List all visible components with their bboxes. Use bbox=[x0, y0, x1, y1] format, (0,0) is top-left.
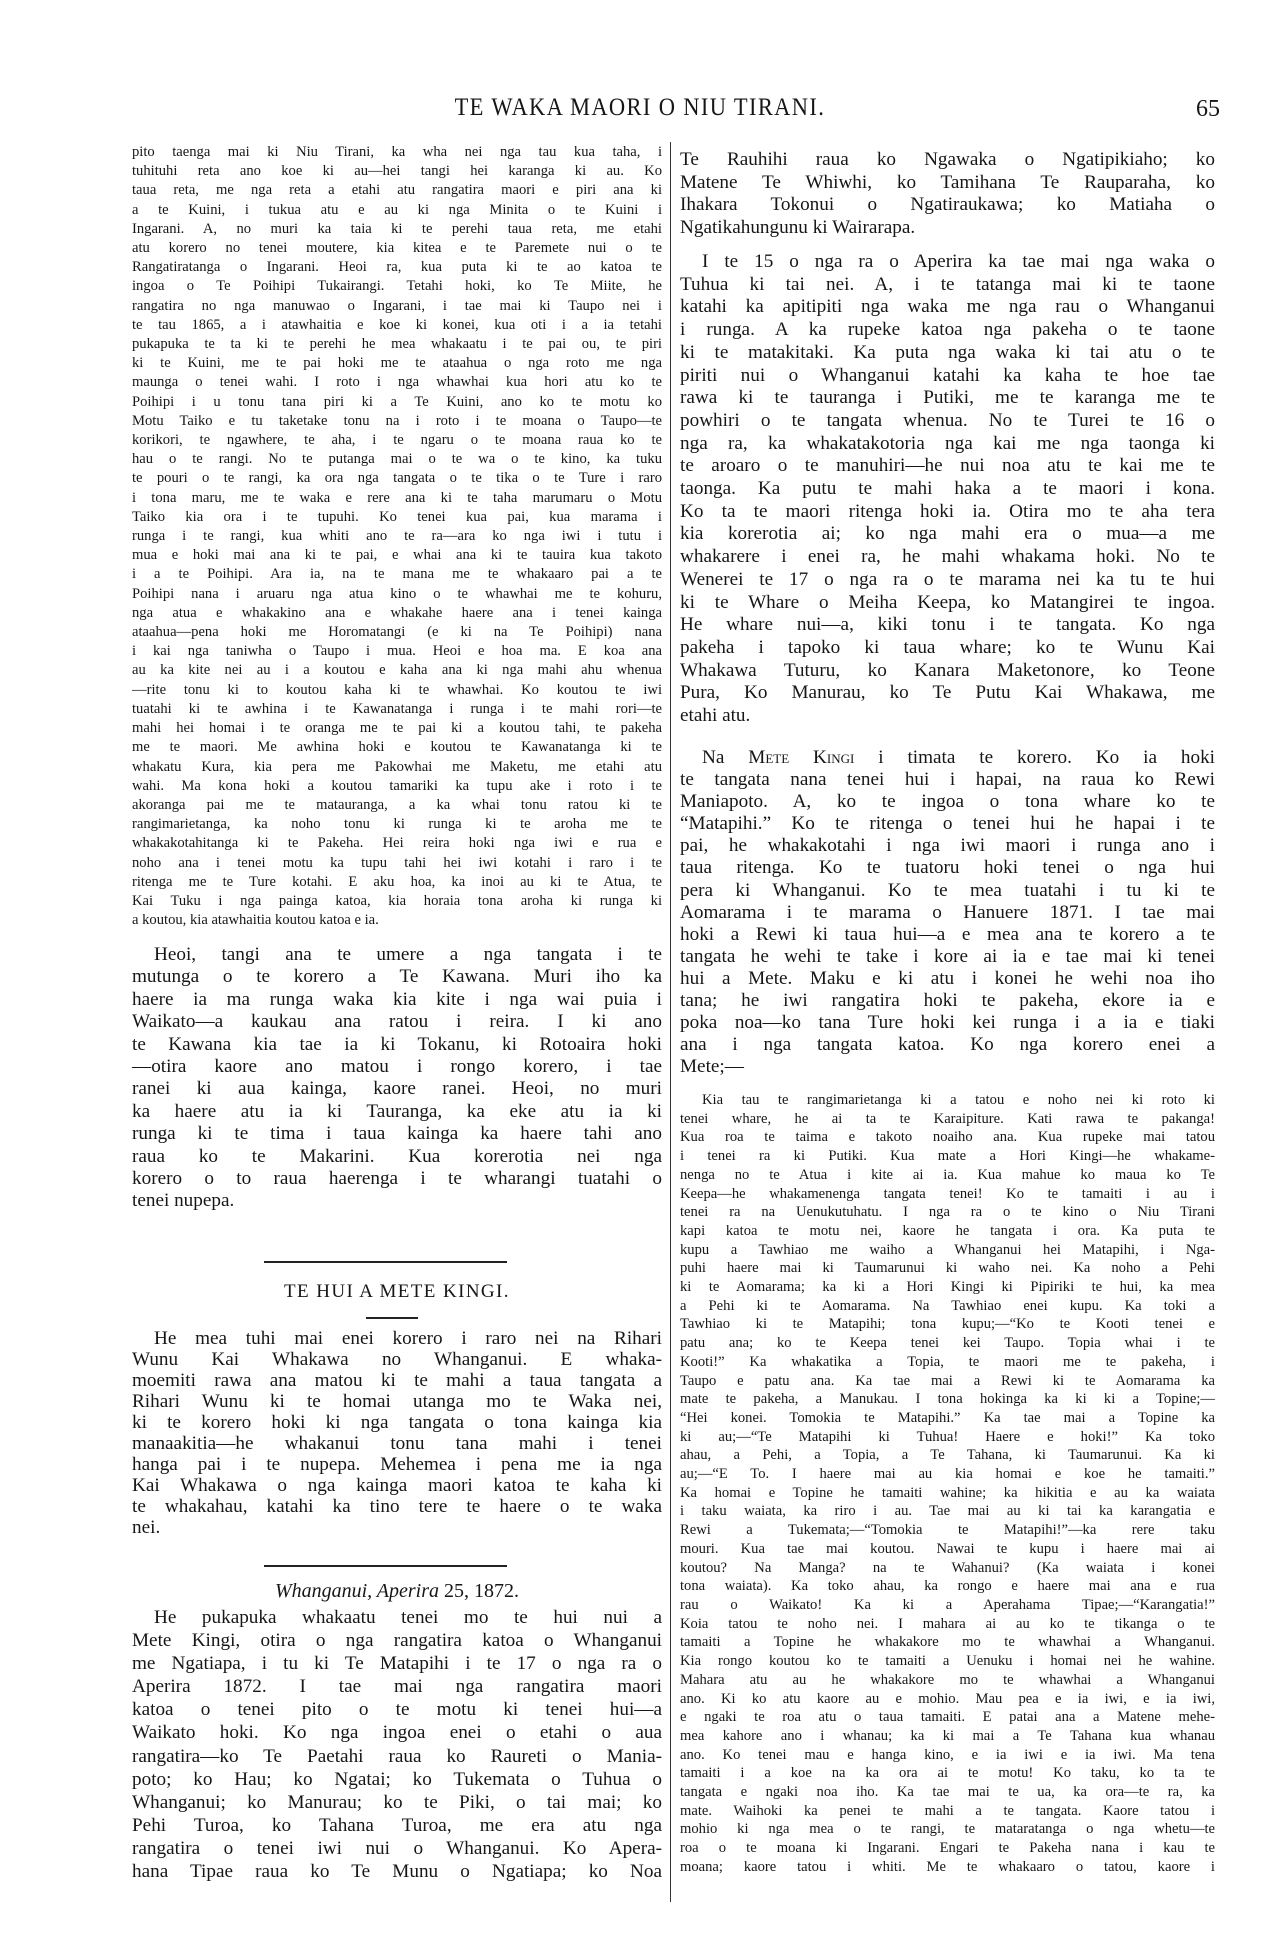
text-line: patu ana; ko te Keepa tenei kei Taupo. Topia whai i te bbox=[680, 1335, 1215, 1352]
text-line: korero o to raua haerenga i te wharangi tuatahi o bbox=[132, 1168, 662, 1190]
text-line: ki te korero hoki ki nga tangata o tona kainga kia bbox=[132, 1412, 662, 1433]
text-line: taonga. Ka putu te mahi haka a te maori i kona. bbox=[680, 478, 1215, 500]
text-line: atu korero no tenei moutere, kia kitea e te Paremete nui o te bbox=[132, 240, 662, 257]
text-line: hau o te rangi. No te putanga mai o te wa o te kino, ka tuku bbox=[132, 451, 662, 468]
text-line: whakakotahitanga ki te Pakeha. Hei reira hoki nga iwi e rua e bbox=[132, 835, 662, 852]
paragraph-canoes-arrival bbox=[680, 251, 1215, 728]
text-line: —otira kaore ano matou i rongo korero, i tae bbox=[132, 1056, 662, 1078]
text-line: Taiko kia ora i te tupuhi. Ko tenei kua pai, kua marama i bbox=[132, 508, 662, 525]
text-line: Motu Taiko e tu taketake tonu na i roto i te moana o Taupo—te bbox=[132, 412, 662, 429]
text-line: Waikato—a kaukau ana ratou i reira. I ki ano bbox=[132, 1011, 662, 1033]
text-line: tana; he iwi rangatira hoki te pakeha, ekore ia e bbox=[680, 990, 1215, 1012]
text-line: —rite tonu ki to koutou kaha ki te whawhai. Ko koutou te iwi bbox=[132, 681, 662, 698]
text-line: i tona maru, me te waka e rere ana ki te taha marumaru o Motu bbox=[132, 489, 662, 506]
article-continuation-paragraph bbox=[132, 143, 662, 930]
text-line: e ngaki te roa atu o taua tamaiti. E patai ana a Matene mehe- bbox=[680, 1709, 1215, 1726]
lead-word: Na bbox=[702, 747, 749, 768]
text-line: Waikato hoki. Ko nga ingoa enei o etahi o aua bbox=[132, 1722, 662, 1744]
text-line: tuhituhi reta ano koe ki au—hei tangi hei karanga ki au. Ko bbox=[132, 163, 662, 180]
text-line: roa o te moana ki Ingarani. Engari te Pakeha nana i kau te bbox=[680, 1840, 1215, 1857]
text-line: Poihipi i u tonu tana piri ki a Te Kuini, ano ko te motu ko bbox=[132, 393, 662, 410]
paragraph-hui-report bbox=[132, 1606, 662, 1883]
text-line: Rihari Wunu ki te homai utanga mo te Waka nei, bbox=[132, 1391, 662, 1412]
header-title-text: TE WAKA MAORI O NIU TIRANI. bbox=[454, 94, 826, 121]
text-line: korikori, te ngawhere, te aha, i te ngaru o te moana raua ko te bbox=[132, 432, 662, 449]
text-line: Kia rongo koutou ko te tamaiti a Uenuku i homai nei he wahine. bbox=[680, 1653, 1215, 1670]
text-line: ingoa o Te Poihipi Tukairangi. Tetahi hoki, ko Te Miite, he bbox=[132, 278, 662, 295]
text-line: Taupo e patu ana. Ka tae mai a Rewi ki te Aomarama ka bbox=[680, 1372, 1215, 1389]
text-line: te tau 1865, a i atawhaitia e koe ki konei, kua oti i a ia tetahi bbox=[132, 316, 662, 333]
letter-rule bbox=[264, 1565, 507, 1567]
paragraph-chiefs-list bbox=[680, 149, 1215, 240]
text-line: Te Rauhihi raua ko Ngawaka o Ngatipikiaho; ko bbox=[680, 149, 1215, 170]
text-line: maunga o tenei wahi. I roto i nga whawhai kua hori atu ko te bbox=[132, 374, 662, 391]
text-line: mate. Waihoki ka penei te mahi a te tangata. Kaore tatou i bbox=[680, 1802, 1215, 1819]
text-line: tangata he wehi te take i kore ai ia e tae mai ki tenei bbox=[680, 945, 1215, 967]
text-line: mutunga o te korero a Te Kawana. Muri iho ka bbox=[132, 966, 662, 988]
text-line: I te 15 o nga ra o Aperira ka tae mai nga waka o bbox=[702, 251, 1215, 272]
text-line: noho ana i tenei motu ka tupu tahi hei iwi kotahi i raro i te bbox=[132, 854, 662, 871]
text-line: raua ko te Makarini. Kua korerotia nei nga bbox=[132, 1145, 662, 1167]
text-line bbox=[680, 747, 1215, 769]
text-line: tona waiata). Ka toko ahau, ka rongo e haere mai ana e rua bbox=[680, 1578, 1215, 1595]
text-line: Kai Tuku i nga painga katoa, kia horaia tona aroha ki runga ki bbox=[132, 892, 662, 909]
dateline-place: Whanganui, Aperira bbox=[274, 1580, 440, 1602]
section-rule bbox=[264, 1261, 507, 1263]
paragraph-mete-kingi-speech-intro bbox=[680, 747, 1215, 1078]
letter-dateline bbox=[132, 1580, 662, 1603]
paragraph-governor-departure bbox=[132, 944, 662, 1213]
text-line: ano. Ki ko atu kaore au e mohio. Mau pea e ia iwi, e ia iwi, bbox=[680, 1690, 1215, 1707]
text-line: te whakahau, katahi ka tino tere te haere o te waka bbox=[132, 1496, 662, 1517]
text-line: ki te Whare o Meiha Keepa, ko Matangirei te ingoa. bbox=[680, 591, 1215, 613]
text-line: ki te Kuini, me te pai hoki me te ataahua o nga roto me nga bbox=[132, 355, 662, 372]
text-line: haere ia ma runga waka kia kite i nga wai puia i bbox=[132, 988, 662, 1010]
text-line: rangatira o tenei iwi nui o Whanganui. Ko Apera- bbox=[132, 1837, 662, 1859]
text-line: ahau, a Pehi, a Topia, a Te Tahana, ki Taumarunui. Ka ki bbox=[680, 1447, 1215, 1464]
text-line: i a te Poihipi. Ara ia, na te mana me te whakaaro pai a te bbox=[132, 566, 662, 583]
text-line: nga ra, ka whakatakotoria nga kai me nga taonga ki bbox=[680, 432, 1215, 454]
text-line: au ka kite nei au i a koutou e kaha ana ki nga mahi ahu whenua bbox=[132, 662, 662, 679]
text-line: Ihakara Tokonui o Ngatiraukawa; ko Matiaha o bbox=[680, 194, 1215, 216]
text-line: me te maori. Me awhina hoki e koutou te Kawanatanga ki te bbox=[132, 739, 662, 756]
text-line: Wenerei te 17 o nga ra o te marama nei ka tu te hui bbox=[680, 568, 1215, 590]
text-line: i runga. A ka rupeke katoa nga pakeha o te taone bbox=[680, 319, 1215, 341]
text-line: wahi. Ma kona hoki a koutou tamariki ka tupu ake i roto i te bbox=[132, 777, 662, 794]
speaker-name: Mete Kingi bbox=[748, 747, 855, 768]
text-line: Rewi a Tukemata;—“Tomokia te Matapihi!”—ka rere taku bbox=[680, 1522, 1215, 1539]
page-header-title bbox=[0, 94, 1280, 122]
text-line: ki te matakitaki. Ka puta nga waka ki tai atu o te bbox=[680, 341, 1215, 363]
text-line: me Ngatiapa, i tu ki Te Matapihi i te 17 o nga ra o bbox=[132, 1653, 662, 1675]
text-line: pai, he whakakotahi i nga iwi maori i runga ano i bbox=[680, 835, 1215, 857]
page-number: 65 bbox=[1196, 96, 1220, 122]
text-line: i tenei ra ki Putiki. Kua mate a Hori Kingi—he whakame- bbox=[680, 1148, 1215, 1165]
text-line: te Kawana kia tae ia ki Tokanu, ki Rotoaira hoki bbox=[132, 1033, 662, 1055]
text-line: te aroaro o te manuhiri—he nui noa atu te kai me te bbox=[680, 455, 1215, 477]
text-line: Rangatiratanga o Ingarani. Heoi ra, kua puta ki te ao katoa te bbox=[132, 259, 662, 276]
text-line: mua e hoki mai ana ki te pai, e whai ana ki te tauira kua takoto bbox=[132, 547, 662, 564]
line-rest: i timata te korero. Ko ia hoki bbox=[854, 747, 1215, 768]
text-line: akoranga pai me te matauranga, a ka whai tonu ratou ki te bbox=[132, 796, 662, 813]
text-line: ki au;—“Te Matapihi ki Tuhua! Haere e hoki!” Ka toko bbox=[680, 1428, 1215, 1445]
text-line: Poihipi nana i aruaru nga atua kino o te whawhai me te kohuru, bbox=[132, 585, 662, 602]
text-line: etahi atu. bbox=[680, 705, 751, 727]
paragraph-lines bbox=[680, 769, 1215, 1078]
text-line: ataahua—pena hoki me Horomatangi (e ki na Te Poihipi) nana bbox=[132, 624, 662, 641]
text-line: He mea tuhi mai enei korero i raro nei na Rihari bbox=[154, 1328, 662, 1349]
paragraph-rihari-wunu bbox=[132, 1328, 662, 1538]
text-line: rangatira—ko Te Paetahi raua ko Raureti o Mania- bbox=[132, 1745, 662, 1767]
text-line: katoa o tenei pito o te motu ki tenei hui—a bbox=[132, 1699, 662, 1721]
text-line: tangata e ngaki noa iho. Ka tae mai te ua, ka ora—te ra, ka bbox=[680, 1784, 1215, 1801]
text-line: hui a Mete. Maku e ki atu i konei he wehi noa iho bbox=[680, 967, 1215, 989]
text-line: Koia tatou te noho nei. I mahara ai au ko te tikanga o te bbox=[680, 1615, 1215, 1632]
text-line: kapi katoa te motu nei, kaore he tangata i ora. Ka puta te bbox=[680, 1222, 1215, 1239]
text-line: Whanganui; ko Manurau; ko te Piki, o tai mai; ko bbox=[132, 1791, 662, 1813]
text-line: taua ritenga. Ko te tuatoru hoki tenei o nga hui bbox=[680, 857, 1215, 879]
text-line: Wunu Kai Whakawa no Whanganui. E whaka- bbox=[132, 1349, 662, 1370]
text-line: tamaiti a Topine he whakakore mo te whawhai a Whanganui. bbox=[680, 1634, 1215, 1651]
text-line: te pouri o te rangi, ka ora nga tangata o te tika o te Ture i raro bbox=[132, 470, 662, 487]
text-line: kupu a Tawhiao me waiho a Whanganui hei Matapihi, i Nga- bbox=[680, 1241, 1215, 1258]
text-line: mea kahore ano i whanau; ka ki mai a Te Tahana kua whanau bbox=[680, 1727, 1215, 1744]
text-line: Tawhiao ki te Matapihi; tona kupu;—“Ko te Kooti tenei e bbox=[680, 1316, 1215, 1333]
text-line: mouri. Kua tae mai koutou. Nawai te kupu i haere mai ai bbox=[680, 1540, 1215, 1557]
text-line: rawa ki te tauranga i Putiki, me te karanga me te bbox=[680, 387, 1215, 409]
text-line: mahi hei homai i te oranga me te pai ki a koutou tahi, te pakeha bbox=[132, 720, 662, 737]
text-line: au;—“E To. I haere mai au kia homai e koe he tamaiti.” bbox=[680, 1466, 1215, 1483]
text-line: moana; kaore tatou i whiti. Me te whakaaro o tatou, kaore i bbox=[680, 1858, 1215, 1875]
text-line: Ko ta te maori ritenga hoki ia. Otira mo te aha tera bbox=[680, 500, 1215, 522]
text-line: Pura, Ko Manurau, ko Te Putu Kai Whakawa, me bbox=[680, 682, 1215, 704]
column-divider bbox=[670, 142, 671, 1902]
text-line: “Hei konei. Tomokia te Matapihi.” Ka tae mai a Topine ka bbox=[680, 1409, 1215, 1426]
text-line: Kia tau te rangimarietanga ki a tatou e noho nei ki roto ki bbox=[702, 1092, 1215, 1108]
text-line: tenei nupepa. bbox=[132, 1190, 235, 1212]
text-line: kia korerotia ai; ko nga mahi era o mua—a me bbox=[680, 523, 1215, 545]
text-line: runga ki te tima i taua kainga ka haere tahi ano bbox=[132, 1123, 662, 1145]
text-line: Mahara atu au he whakakore mo te whawhai a Whanganui bbox=[680, 1671, 1215, 1688]
text-line: hana Tipae raua ko Te Munu o Ngatiapa; ko Noa bbox=[132, 1861, 662, 1883]
text-line: koutou? Na Manga? na te Wahanui? (Ka waiata i konei bbox=[680, 1559, 1215, 1576]
text-line: hanga pai i te nupepa. Mehemea i pena me ia nga bbox=[132, 1454, 662, 1475]
text-line: Mete Kingi, otira o nga rangatira katoa o Whanganui bbox=[132, 1630, 662, 1652]
text-line: Whakawa Tuturu, ko Kanara Maketonore, ko Teone bbox=[680, 659, 1215, 681]
text-line: Heoi, tangi ana te umere a nga tangata i te bbox=[154, 944, 662, 965]
text-line: moemiti rawa ana matou ki te mahi a taua tangata a bbox=[132, 1370, 662, 1391]
text-line: Kua roa te taima e takoto noaiho ana. Kua rupeke mai tatou bbox=[680, 1129, 1215, 1146]
text-line: i kai nga taniwha o Taupo i mua. Heoi e hoa ma. E koa ana bbox=[132, 643, 662, 660]
text-line: Ingarani. A, no muri ka taia ki te perehi taua reta, me etahi bbox=[132, 220, 662, 237]
text-line: ano. Ko tenei mau e hanga kino, e ia iwi e ia iwi. Ma tena bbox=[680, 1746, 1215, 1763]
text-line: nga atua e whakakino ana e whakahe haere ana i tenei kainga bbox=[132, 604, 662, 621]
text-line: i taku waiata, ka riro i au. Tae mai au ki tai ka karangatia e bbox=[680, 1503, 1215, 1520]
text-line: rangimarietanga, ka noho tonu ki runga ki te aroha me te bbox=[132, 816, 662, 833]
text-line: ritenga me te Ture kotahi. E aku hoa, ka inoi au ki te Atua, te bbox=[132, 873, 662, 890]
text-line: Kai Whakawa o nga kainga maori katoa te kaha ki bbox=[132, 1475, 662, 1496]
text-line: Keepa—he whakamenenga tangata tenei! Ko te tamaiti i au i bbox=[680, 1185, 1215, 1202]
text-line: ki te Aomarama; ka ki a Hori Kingi ki Pipiriki te hui, ka mea bbox=[680, 1279, 1215, 1296]
text-line: tamaiti i a koe na ka ora ai te motu! Ko taku, ko ta te bbox=[680, 1765, 1215, 1782]
text-line: pukapuka te ta ki te perehi he mea whakaatu i te pai ou, te piri bbox=[132, 336, 662, 353]
text-line: pakeha i tapoko ki taua whare; ko te Wunu Kai bbox=[680, 636, 1215, 658]
text-line: He pukapuka whakaatu tenei mo te hui nui a bbox=[154, 1607, 662, 1628]
text-line: whakatu Kura, kia pera me Pakowhai me Maketu, me etahi atu bbox=[132, 758, 662, 775]
text-line: He whare nui—a, kiki tonu i te tangata. Ko nga bbox=[680, 614, 1215, 636]
text-line: whakarere i enei ra, he mahi whakama hoki. No te bbox=[680, 546, 1215, 568]
text-line: Matene Te Whiwhi, ko Tamihana Te Rauparaha, ko bbox=[680, 171, 1215, 193]
text-line: tuatahi ki te awhina i te Kawanatanga i runga i te mahi rori—te bbox=[132, 700, 662, 717]
heading-short-rule bbox=[366, 1317, 418, 1319]
text-line: rau o Waikato! Ka ki a Aperahama Tipae;—“Karangatia!” bbox=[680, 1596, 1215, 1613]
text-line: taua reta, me nga reta a etahi atu rangatira maori e piri ana ki bbox=[132, 182, 662, 199]
text-line: Aperira 1872. I tae mai nga rangatira maori bbox=[132, 1676, 662, 1698]
text-line: a Pehi ki te Aomarama. Na Tawhiao enei kupu. Ka toki a bbox=[680, 1297, 1215, 1314]
text-line: piriti nui o Whanganui katahi ka kaha te hoe tae bbox=[680, 364, 1215, 386]
text-line: Pehi Turoa, ko Tahana Turoa, me era atu nga bbox=[132, 1814, 662, 1836]
text-line: tenei whare, he ai ta te Karaipiture. Kati rawa te pakanga! bbox=[680, 1110, 1215, 1127]
text-line: Ngatikahungunu ki Wairarapa. bbox=[680, 217, 916, 239]
section-heading: TE HUI A METE KINGI. bbox=[284, 1281, 510, 1302]
text-line: Maniapoto. A, ko te ingoa o tona whare ko te bbox=[680, 791, 1215, 813]
text-line: ana i nga tangata katoa. Ko nga korero enei a bbox=[680, 1034, 1215, 1056]
text-line: “Matapihi.” Ko te ritenga o tenei hui he hapai i te bbox=[680, 813, 1215, 835]
text-line: Kooti!” Ka whakatika a Topia, te maori me te pakeha, i bbox=[680, 1353, 1215, 1370]
text-line: mate te pakeha, a Manukau. I tona hokinga ka ki ki a Topine;— bbox=[680, 1391, 1215, 1408]
text-line: ka haere atu ia ki Tauranga, ka eke atu ia ki bbox=[132, 1100, 662, 1122]
text-line: mohio ki nga mea o te rangi, te mataratanga o nga whetu—te bbox=[680, 1821, 1215, 1838]
text-line: Ka homai e Topine he tamaiti wahine; ka hikitia e au ka waiata bbox=[680, 1484, 1215, 1501]
text-line: poto; ko Hau; ko Ngatai; ko Tukemata o Tuhua o bbox=[132, 1768, 662, 1790]
text-line: Mete;— bbox=[680, 1056, 744, 1078]
text-line: pera ki Whanganui. Ko te mea tuatahi i tu ki te bbox=[680, 879, 1215, 901]
text-line: pito taenga mai ki Niu Tirani, ka wha nei nga tau kua taha, i bbox=[132, 144, 662, 160]
text-line: ranei ki aua kainga, kaore ranei. Heoi, no muri bbox=[132, 1078, 662, 1100]
text-line: manaakitia—he whakanui tonu tana mahi i tenei bbox=[132, 1433, 662, 1454]
text-line: runga i te rangi, kua whiti ano te ra—ara ko nga iwi i tutu i bbox=[132, 528, 662, 545]
dateline-date: 25, 1872. bbox=[439, 1580, 520, 1602]
text-line: rangatira no nga manuwao o Ingarani, i tae mai ki Taupo nei i bbox=[132, 297, 662, 314]
paragraph-mete-kingi-speech bbox=[680, 1091, 1215, 1877]
text-line: te tangata nana tenei hui i hapai, na raua ko Rewi bbox=[680, 769, 1215, 791]
text-line: poka noa—ko tana Ture hoki kei runga i a ia e tiaki bbox=[680, 1012, 1215, 1034]
text-line: Aomarama i te marama o Hanuere 1871. I tae mai bbox=[680, 901, 1215, 923]
text-line: tenei ra na Uenukutuhatu. I nga ra o te kino o Niu Tirani bbox=[680, 1204, 1215, 1221]
text-line: a koutou, kia atawhaitia koutou katoa e ia. bbox=[132, 912, 379, 929]
text-line: Tuhua ki tai nei. A, i te tatanga mai ki te taone bbox=[680, 273, 1215, 295]
text-line: nenga no te Atua i kite ai ia. Kua mahue ko maua ko Te bbox=[680, 1166, 1215, 1183]
text-line: powhiri o te tangata whenua. No te Turei te 16 o bbox=[680, 409, 1215, 431]
text-line: hoki a Rewi ki taua hui—a e mea ana te korero a te bbox=[680, 923, 1215, 945]
text-line: a te Kuini, i tukua atu e au ki nga Minita o te Kuini i bbox=[132, 201, 662, 218]
text-line: puhi haere mai ki Taumarunui ki waho nei. Ka noho a Pehi bbox=[680, 1260, 1215, 1277]
text-line: katahi ka apitipiti nga waka me nga rau o Whanganui bbox=[680, 296, 1215, 318]
text-line: nei. bbox=[132, 1517, 161, 1538]
